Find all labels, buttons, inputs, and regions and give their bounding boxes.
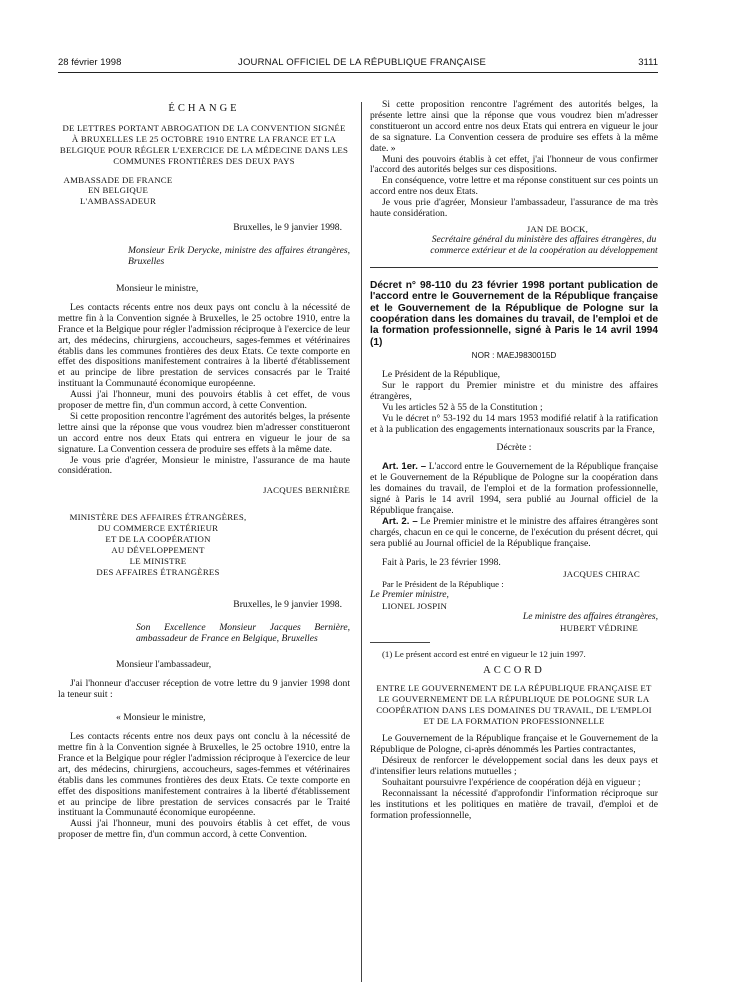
reply-para-3: Je vous prie d'agréer, Monsieur l'ambassadeur, l'assurance de ma très haute considération. [370,197,658,220]
section-rule [370,267,658,268]
article-1 [370,462,658,517]
footnote: (1) Le présent accord est entré en vigueur le 12 juin 1997. [382,648,586,659]
accord-subtitle: ENTRE LE GOUVERNEMENT DE LA RÉPUBLIQUE FRANÇAISE ET LE GOUVERNEMENT DE LA RÉPUBLIQUE DE POLOGNE SUR LA COOPÉRATION DANS LES DOMAINES DU TRAVAIL, DE L'EMPLOI ET DE LA FORMATION PROFESSIONNELLE [376,682,652,726]
letter1-para-2: Aussi j'ai l'honneur, muni des pouvoirs établis à cet effet, de vous proposer de mettre fin, d'un commun accord, à cette Convention. [58,389,350,412]
letter2-addressee: Son Excellence Monsieur Jacques Bernière, ambassadeur de France en Belgique, Bruxelles [136,621,350,644]
letter1-para-3: Si cette proposition rencontre l'agrément des autorités belges, la présente lettre ainsi que la réponse que vous voudrez bien m'adresser constitueront un accord entre nos deux Etats qui entrera en vigueur le jour de sa signature. La Convention cessera de produire ses effets à la même date. [58,410,350,455]
letter1-date: Bruxelles, le 9 janvier 1998. [233,222,342,234]
accord-para-2: Désireux de renforcer le développement social dans les deux pays et d'intensifier leurs relations mutuelles ; [370,755,658,778]
article-1-text: L'accord entre le Gouvernement de la République française et le Gouvernement de la République de Pologne sur la coopération dans les domaines du travail, de l'emploi et de la formation professionnelle, signé à Paris le 14 avril 1994, sera publié au Journal officiel de la République française. [370,461,659,516]
fait-line: Fait à Paris, le 23 février 1998. [382,556,501,568]
embassy-line-3: L'AMBASSADEUR [79,196,157,207]
reply-signature-title: Secrétaire général du ministère des affaires étrangères, du commerce extérieur et de la coopération au développement [430,233,658,256]
decret-title: Décret n° 98-110 du 23 février 1998 portant publication de l'accord entre le Gouvernement de la République française et le Gouvernement de la République de Pologne sur la coopération dans les domaines du travail, de l'emploi et de la formation professionnelle, signé à Paris le 14 avril 1994 (1) [370,279,658,348]
letter1-addressee: Monsieur Erik Derycke, ministre des affaires étrangères, Bruxelles [128,245,350,268]
reply-para-1: Muni des pouvoirs établis à cet effet, j'ai l'honneur de vous confirmer l'accord des autorités belges sur ces dispositions. [370,153,658,176]
ministry-line-4: AU DÉVELOPPEMENT [111,545,205,555]
ministry-line-2: DU COMMERCE EXTÉRIEUR [97,523,219,534]
article-2 [370,517,658,550]
nor-reference: NOR : MAEJ9830015D [471,351,557,361]
letter1-signature: JACQUES BERNIÈRE [262,485,350,496]
embassy-line-1: AMBASSADE DE FRANCE [63,174,173,185]
echange-subtitle: DE LETTRES PORTANT ABROGATION DE LA CONVENTION SIGNÉE À BRUXELLES LE 25 OCTOBRE 1910 ENTRE LA FRANCE ET LA BELGIQUE POUR RÉGLER L'EXERCICE DE LA MÉDECINE DANS LES COMMUNES FRONTIÈRES DES DEUX PAYS [59,122,349,166]
quoted-para-1: Les contacts récents entre nos deux pays ont conclu à la nécessité de mettre fin à la Convention signée à Bruxelles, le 25 octobre 1910, entre la France et la Belgique pour régler l'admission réciproque à l'exercice de leur art, des médecins, chirurgiens, accoucheurs, sages-femmes et vétérinaires établis dans les communes frontières des deux Etats. Ce texte comporte en effet des dispositions manifestement contraires à la liberté d'établissement et au principe de libre prestation de services consacrés par le Traité instituant la Communauté économique européenne. [58,731,350,819]
embassy-block [58,175,178,208]
mae-title: Le ministre des affaires étrangères, [522,611,658,623]
vu-line-1: Vu les articles 52 à 55 de la Constitution ; [382,401,543,413]
article-2-label: Art. 2. – [382,515,418,527]
letter1-para-4: Je vous prie d'agréer, Monsieur le ministre, l'assurance de ma haute considération. [58,454,350,477]
par-le-president: Par le Président de la République : [382,579,504,590]
letter1-salutation: Monsieur le ministre, [116,282,199,294]
header-page-number: 3111 [638,57,658,68]
header-rule [58,72,658,73]
letter2-salutation: Monsieur l'ambassadeur, [116,659,212,671]
page-header [58,57,658,71]
rapport-line: Sur le rapport du Premier ministre et du ministre des affaires étrangères, [370,379,658,402]
column-divider [361,102,362,982]
accord-title: ACCORD [483,664,545,676]
article-2-text: Le Premier ministre et le ministre des affaires étrangères sont chargés, chacun en ce qui le concerne, de l'exécution du présent décret, qui sera publié au Journal officiel de la République française. [370,515,658,549]
header-date: 28 février 1998 [58,57,122,68]
quoted-para-2: Aussi j'ai l'honneur, muni des pouvoirs établis à cet effet, de vous proposer de mettre fin, d'un commun accord, à cette Convention. [58,818,350,841]
chirac-signature: JACQUES CHIRAC [563,568,640,579]
quoted-para-3: Si cette proposition rencontre l'agrément des autorités belges, la présente lettre ainsi que la réponse que vous voudrez bien m'adresser constitueront un accord entre nos deux Etats qui entrera en vigueur le jour de sa signature. La Convention cessera de produire ses effets à la même date. » [370,99,658,154]
ministry-line-1: MINISTÈRE DES AFFAIRES ÉTRANGÈRES, [69,512,247,523]
article-1-label: Art. 1er. – [382,461,427,473]
embassy-line-2: EN BELGIQUE [87,185,149,196]
pm-title: Le Premier ministre, [370,589,449,601]
letter1-para-1: Les contacts récents entre nos deux pays ont conclu à la nécessité de mettre fin à la Convention signée à Bruxelles, le 25 octobre 1910, entre la France et la Belgique pour régler l'admission réciproque à l'exercice de leur art, des médecins, chirurgiens, accoucheurs, sages-femmes et vétérinaires établis dans les communes frontières des deux Etats. Ce texte comporte en effet des dispositions manifestement contraires à la liberté d'établissement et au principe de libre prestation de services consacrés par le Traité instituant la Communauté économique européenne. [58,301,350,390]
ministry-line-6: DES AFFAIRES ÉTRANGÈRES [96,566,220,577]
footnote-rule [370,642,430,643]
pm-name: LIONEL JOSPIN [382,601,448,612]
ministry-line-3: ET DE LA COOPÉRATION [105,534,211,545]
left-column [58,100,350,841]
president-line: Le Président de la République, [382,369,501,381]
reply-signature-name: JAN DE BOCK, [526,223,588,234]
vu-line-2: Vu le décret n° 53-192 du 14 mars 1953 modifié relatif à la ratification et à la publication des engagements internationaux souscrits par la France, [370,412,658,435]
quoted-salutation: « Monsieur le ministre, [116,712,206,724]
ministry-block [58,512,258,577]
header-journal-title: JOURNAL OFFICIEL DE LA RÉPUBLIQUE FRANÇAISE [238,57,487,68]
echange-title: ÉCHANGE [168,103,240,114]
accord-para-3: Souhaitant poursuivre l'expérience de coopération déjà en vigueur ; [382,777,641,789]
reply-para-2: En conséquence, votre lettre et ma réponse constituent sur ces points un accord entre nos deux Etats. [370,175,658,198]
letter2-date: Bruxelles, le 9 janvier 1998. [233,598,342,610]
mae-name: HUBERT VÉDRINE [560,623,638,634]
right-column [370,100,658,822]
decrete-line: Décrète : [496,442,532,454]
accord-para-1: Le Gouvernement de la République française et le Gouvernement de la République de Pologne, ci-après dénommés les Parties contractantes, [370,733,658,756]
letter2-para-1: J'ai l'honneur d'accuser réception de votre lettre du 9 janvier 1998 dont la teneur suit : [58,678,350,701]
ministry-line-5: LE MINISTRE [129,555,187,566]
accord-para-4: Reconnaissant la nécessité d'approfondir l'information réciproque sur les institutions et les politiques en matière de travail, d'emploi et de formation professionnelle, [370,787,658,821]
